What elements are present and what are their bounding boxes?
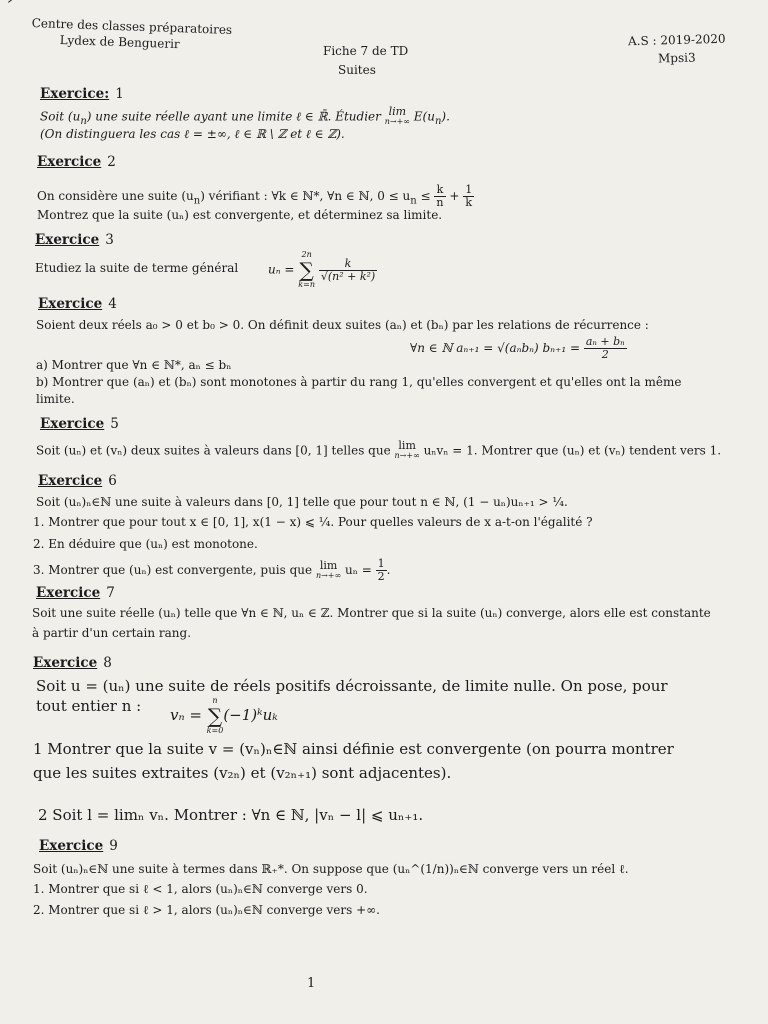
exercise-4-question-b: b) Montrer que (aₙ) et (bₙ) sont monotones à partir du rang 1, qu'elles convergent et qu'elles ont la même: [36, 375, 682, 389]
exercise-7-title: Exercice 7: [36, 585, 115, 601]
academic-year: A.S : 2019-2020: [627, 31, 726, 49]
exercise-2-title: Exercice 2: [37, 154, 116, 170]
exercise-1-title: Exercice: 1: [40, 86, 124, 102]
pen-mark: [8, 0, 33, 14]
exercise-4-line-1: Soient deux réels a₀ > 0 et b₀ > 0. On définit deux suites (aₙ) et (bₙ) par les relations de récurrence :: [36, 318, 649, 332]
exercise-6-line-1: Soit (uₙ)ₙ∈ℕ une suite à valeurs dans [0, 1] telle que pour tout n ∈ ℕ, (1 − uₙ)uₙ₊₁ > ¼.: [36, 495, 568, 509]
exercise-2-line-1: On considère une suite $(u_n)$ vérifiant : ∀k ∈ ℕ*, ∀n ∈ ℕ, $0 \le u_n$ ≤ $\frac{k}{n}$ + $\frac{1}{k}$: [37, 183, 473, 209]
exercise-6-question-2: 2. En déduire que (uₙ) est monotone.: [33, 537, 258, 551]
exercise-8-formula: vₙ = n ∑ k=0 (−1)ᵏuₖ: [170, 696, 278, 735]
exercise-6-question-1: 1. Montrer que pour tout x ∈ [0, 1], x(1 − x) ⩽ ¼. Pour quelles valeurs de x a-t-on l'égalité ?: [33, 515, 593, 529]
exercise-3-title: Exercice 3: [35, 232, 114, 248]
exercise-8-question-1-cont: que les suites extraites (v₂ₙ) et (v₂ₙ₊₁) sont adjacentes).: [33, 764, 452, 782]
sheet-title: Fiche 7 de TD: [323, 44, 409, 58]
exercise-8-title: Exercice 8: [33, 655, 112, 671]
exercise-8-line-2: tout entier n :: [36, 697, 142, 715]
exercise-4-question-b-cont: limite.: [36, 392, 75, 406]
school-name: Centre des classes préparatoires: [31, 16, 233, 37]
sheet-topic: Suites: [338, 63, 376, 77]
exercise-4-question-a: a) Montrer que ∀n ∈ ℕ*, aₙ ≤ bₙ: [36, 358, 232, 372]
exercise-6-question-3: 3. Montrer que (uₙ) est convergente, puis que lim n→+∞ uₙ = $\frac{1}{2}$ .: [33, 557, 391, 583]
exercise-2-line-2: Montrez que la suite (uₙ) est convergente, et déterminez sa limite.: [37, 208, 443, 222]
exercise-1-line-1: Soit $(u_n)$ une suite réelle ayant une limite ℓ ∈ ℝ̄. Étudier lim n→+∞ $E(u_n)$.: [40, 105, 450, 127]
exercise-9-question-1: 1. Montrer que si ℓ < 1, alors (uₙ)ₙ∈ℕ converge vers 0.: [33, 882, 368, 896]
page-number: 1: [307, 976, 316, 991]
exercise-4-title: Exercice 4: [38, 296, 117, 312]
exercise-8-question-1: 1 Montrer que la suite v = (vₙ)ₙ∈ℕ ainsi définie est convergente (on pourra montrer: [33, 740, 674, 758]
exercise-8-line-1: Soit u = (uₙ) une suite de réels positifs décroissante, de limite nulle. On pose, pour: [36, 677, 668, 695]
exercise-5-title: Exercice 5: [40, 416, 119, 432]
exercise-7-line-1: Soit une suite réelle (uₙ) telle que ∀n ∈ ℕ, uₙ ∈ ℤ. Montrer que si la suite (uₙ) converge, alors elle est constante: [32, 606, 711, 620]
exercise-9-title: Exercice 9: [39, 838, 118, 854]
exercise-1-line-2: (On distinguera les cas ℓ = ±∞, ℓ ∈ ℝ \ ℤ et ℓ ∈ ℤ).: [40, 127, 345, 141]
exercise-6-title: Exercice 6: [38, 473, 117, 489]
school-city: Lydex de Benguerir: [59, 33, 180, 52]
exercise-3-line-1: Etudiez la suite de terme général: [35, 261, 239, 275]
exercise-3-formula: uₙ = 2n ∑ k=n $\frac{k}{\text{√(n² + k²)}}$: [268, 250, 376, 289]
exercise-9-line-1: Soit (uₙ)ₙ∈ℕ une suite à termes dans ℝ₊*. On suppose que (uₙ^(1/n))ₙ∈ℕ converge vers un réel ℓ.: [33, 862, 629, 876]
exercise-8-question-2: 2 Soit l = limₙ vₙ. Montrer : ∀n ∈ ℕ, |vₙ − l| ⩽ uₙ₊₁.: [38, 806, 424, 824]
exercise-7-line-2: à partir d'un certain rang.: [32, 626, 192, 640]
exercise-4-recurrence: ∀n ∈ ℕ aₙ₊₁ = √(aₙbₙ) bₙ₊₁ = $\frac{\text{aₙ + bₙ}}{2}$: [410, 335, 625, 361]
exercise-5-line-1: Soit (uₙ) et (vₙ) deux suites à valeurs dans [0, 1] telles que lim n→+∞ uₙvₙ = 1. Montrer que (uₙ) et (vₙ) tendent vers 1.: [36, 439, 722, 460]
exercise-9-question-2: 2. Montrer que si ℓ > 1, alors (uₙ)ₙ∈ℕ converge vers +∞.: [33, 903, 380, 917]
class-name: Mpsi3: [657, 50, 696, 66]
